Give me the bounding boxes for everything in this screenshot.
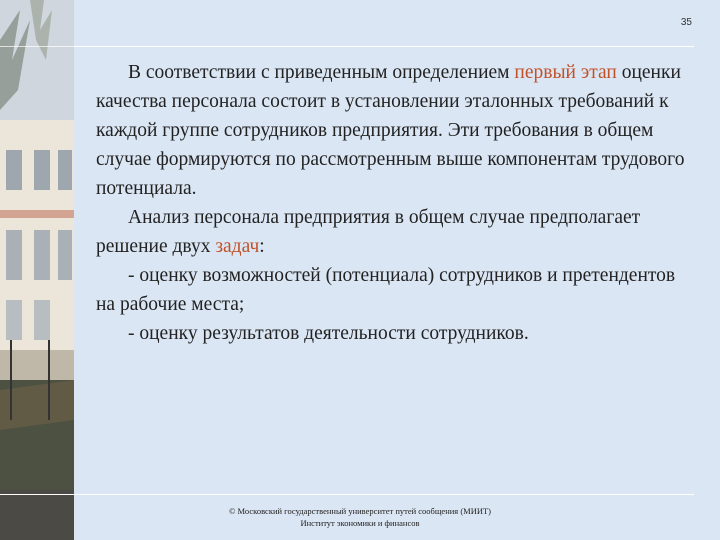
highlighted-term: задач: [215, 236, 260, 257]
building-photo: [0, 0, 74, 540]
text-segment: - оценку результатов деятельности сотрудников.: [128, 323, 529, 344]
text-segment: - оценку возможностей (потенциала) сотрудников и претендентов на рабочие места;: [96, 265, 676, 315]
paragraph: [96, 319, 694, 348]
page-number: 35: [680, 17, 692, 28]
slide-body-text: [96, 58, 694, 348]
footer-university: © Московский государственный университет путей сообщения (МИИТ): [228, 506, 492, 516]
highlighted-term: первый этап: [514, 62, 617, 83]
text-segment: Анализ персонала предприятия в общем случае предполагает решение двух: [96, 207, 641, 257]
footer-institute: Институт экономики и финансов: [300, 518, 420, 528]
paragraph: [96, 203, 694, 261]
paragraph: [96, 261, 694, 319]
bottom-divider: [0, 494, 694, 495]
text-segment: В соответствии с приведенным определением: [128, 62, 515, 83]
text-segment: оценки качества персонала состоит в установлении эталонных требований к каждой группе сотрудников предприятия. Эти требования в общем случае формируются по рассмотренным выше компонентам трудового потенциала.: [96, 62, 685, 199]
text-segment: :: [259, 236, 265, 257]
top-divider-left: [0, 46, 74, 47]
paragraph: [96, 58, 694, 203]
footer: [100, 505, 620, 529]
top-divider: [74, 46, 694, 47]
